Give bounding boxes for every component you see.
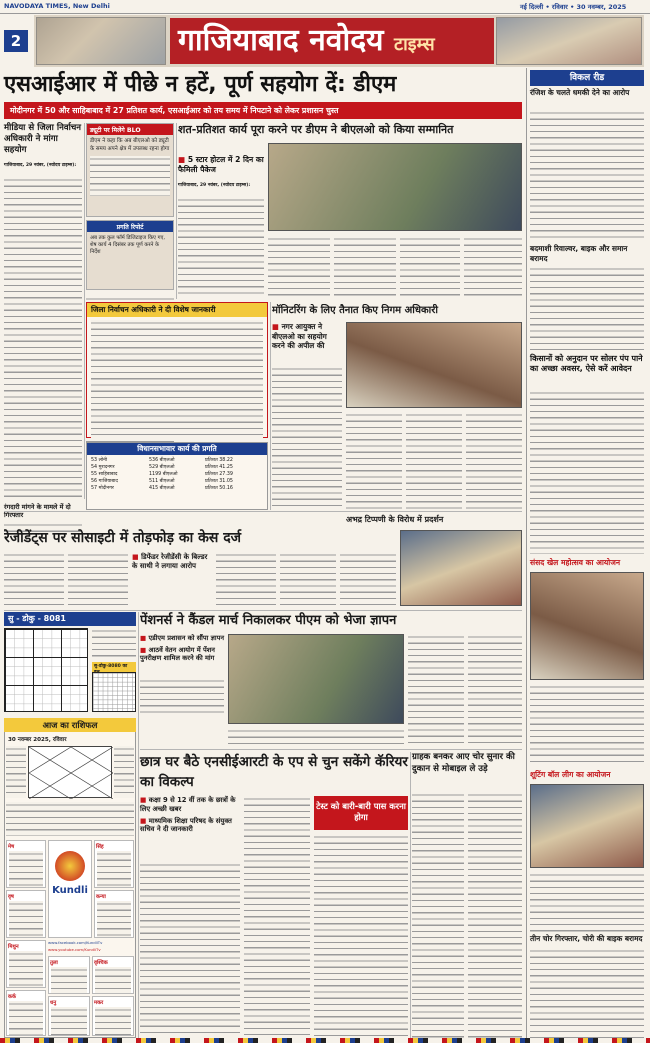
reels-body-1: [4, 552, 64, 608]
ncert-point-text: माध्यमिक शिक्षा परिषद के संयुक्त सचिव ने दी जानकारी: [140, 816, 232, 834]
pension-point-text: एडीएम प्रशासन को सौंपा ज्ञापन: [148, 634, 224, 642]
lead-subhead: मोदीनगर में 50 और साहिबाबाद में 27 प्रतिशत कार्य, एसआईआर को तय समय में निपटाने को लेकर प्रशासन चुस्त: [4, 102, 522, 119]
rule: [270, 302, 271, 510]
kisan-body: [530, 390, 644, 554]
rasi-grid: [6, 840, 134, 1036]
rasi-text: [51, 967, 87, 993]
rasi-cell-kark: [6, 990, 46, 1036]
rasi-cell-makar: [92, 996, 134, 1036]
rasi-text: [97, 851, 131, 887]
rule: [4, 610, 522, 611]
sammaan-dateline: गाजियाबाद, 29 नवंबर, (नवोदय टाइम्स):: [178, 183, 251, 188]
kundli-social-yt: www.youtube.com/KundliTv: [48, 947, 101, 952]
rule: [138, 612, 139, 1038]
sammaan-sub-text: 5 स्टार होटल में 2 दिन का फैमिली पैकेज: [178, 155, 264, 174]
report-box: [86, 220, 174, 290]
rule: [176, 123, 177, 299]
rasi-sign-name: कर्क: [8, 994, 16, 1000]
table-cell: 57 मोदीनगर: [91, 486, 114, 491]
sansad-body: [530, 684, 644, 766]
kundli-brand: Kundli: [52, 885, 88, 896]
report-box-title: प्रगति रिपोर्ट: [87, 221, 173, 232]
bullet-icon: ■: [140, 796, 147, 804]
monitoring-body-4: [466, 412, 522, 510]
ncert-body-2: [244, 796, 310, 1038]
sammaan-body-3: [334, 236, 396, 298]
rasi-cell-tula: [48, 956, 90, 994]
reels-body-4: [280, 552, 336, 608]
horoscope-panchang: [6, 802, 134, 836]
rasi-sign-name: कन्या: [96, 894, 106, 900]
table-row: [91, 464, 263, 471]
monitoring-headline: मॉनिटरिंग के लिए तैनात किए निगम अधिकारी: [272, 305, 438, 316]
blo-box-lines: [90, 156, 170, 196]
rangdari-headline: रंगदारी मांगने के मामले में दो गिरफ्तार: [4, 503, 71, 519]
sammaan-headline: शत-प्रतिशत कार्य पूरा करने पर डीएम ने बीएलओ को किया सम्मानित: [178, 123, 454, 136]
monitoring-side-text: नगर आयुक्त ने बीएलओ का सहयोग करने की अपील की: [272, 322, 327, 351]
masthead-title: [170, 18, 494, 64]
city-photo-right: [496, 17, 642, 65]
shooting-body: [530, 872, 644, 932]
right-rail-body-1: [530, 110, 644, 242]
vishesh-box: [86, 302, 268, 438]
ncert-headline: छात्र घर बैठे एनसीईआरटी के एप से चुन सकेंगे कॅरियर का विकल्प: [140, 754, 408, 790]
kundli-brand-box: [48, 840, 92, 938]
sudoku-answer-label: सु-डोकु-8080 का: [92, 662, 136, 676]
bullet-icon: ■: [272, 322, 279, 331]
table-cell: प्रतिशत 31.05: [205, 479, 233, 484]
monitoring-photo: [346, 322, 522, 408]
date-line: नई दिल्ली • रविवार • 30 नवम्बर, 2025: [520, 3, 627, 11]
pension-point: [140, 634, 224, 643]
rasi-text: [51, 1007, 87, 1035]
sammaan-photo: [268, 143, 522, 231]
ncert-point: [140, 817, 240, 835]
table-row: [91, 478, 263, 485]
city-photo-left: [36, 17, 166, 65]
table-cell: 529 बीएलओ: [149, 465, 175, 470]
horoscope-side-left: [6, 746, 26, 798]
rasi-cell-simha: [94, 840, 134, 888]
kundli-chart: [28, 746, 112, 798]
bullet-icon: ■: [140, 634, 147, 642]
pension-headline: पेंशनर्स ने कैंडल मार्च निकालकर पीएम को भेजा ज्ञापन: [140, 613, 397, 628]
table-cell: 536 बीएलओ: [149, 458, 175, 463]
masthead-title-main: गाजियाबाद नवोदय: [178, 23, 384, 58]
rasi-cell-kanya: [94, 890, 134, 938]
table-cell: 511 बीएलओ: [149, 479, 175, 484]
sammaan-sub: [178, 155, 264, 175]
sammaan-body-2: [268, 236, 330, 298]
vishesh-title: जिला निर्वाचन अधिकारी ने दी विशेष जानकारी: [87, 303, 267, 317]
ncert-test-body: [314, 834, 408, 1038]
bullet-icon: ■: [132, 553, 139, 561]
sudoku-grid: [4, 628, 88, 712]
rasi-text: [95, 1007, 131, 1035]
pragati-box: [86, 442, 268, 510]
table-cell: प्रतिशत 27.39: [205, 472, 233, 477]
bullet-icon: ■: [178, 155, 186, 164]
sudoku-instructions: [92, 628, 136, 660]
rasi-text: [97, 901, 131, 937]
pension-body-1: [140, 678, 224, 714]
rasi-text: [95, 967, 131, 993]
ncert-point: [140, 796, 240, 814]
rule: [84, 123, 85, 499]
lead-dateline: गाजियाबाद, 29 नवंबर, (नवोदय टाइम्स):: [4, 163, 77, 168]
rule: [410, 752, 411, 1038]
table-cell: प्रतिशत 41.25: [205, 465, 233, 470]
pension-body-4: [228, 728, 404, 748]
reels-headline: रेजीडेंट्स पर सोसाइटी में तोड़फोड़ का केस दर्ज: [4, 530, 242, 546]
table-cell: प्रतिशत 50.16: [205, 486, 233, 491]
rasi-sign-name: मेष: [8, 844, 15, 850]
rasi-text: [9, 901, 43, 937]
kundli-social-fb: www.facebook.com/KundliTv: [48, 940, 103, 945]
blo-box-body: डीएम ने कहा कि अब बीएलओ को ड्यूटी के समय अपने क्षेत्र में उपलब्ध रहना होगा: [90, 138, 170, 152]
table-cell: प्रतिशत 38.22: [205, 458, 233, 463]
rasi-sign-name: सिंह: [96, 844, 104, 850]
pension-body-2: [408, 634, 464, 746]
reels-body-5: [340, 552, 396, 608]
pragati-table: [87, 455, 267, 494]
monitoring-body-2: [346, 412, 402, 510]
monitoring-body-1: [272, 366, 342, 510]
ncert-point-text: कक्षा 9 से 12 वीं तक के छात्रों के लिए अच्छी खबर: [140, 796, 236, 813]
pension-points: [140, 634, 224, 663]
theft-body: [530, 948, 644, 1038]
ncert-points: [140, 796, 240, 834]
reels-body-2: [68, 552, 128, 608]
vishesh-body: [91, 320, 263, 438]
sammaan-body-1: [178, 197, 264, 297]
table-cell: 54 मुरादनगर: [91, 465, 115, 470]
right-rail-tag: विकल रीड: [530, 70, 644, 86]
blo-box-title: ड्यूटी पर मिलेंगे BLO: [87, 124, 173, 135]
reels-body-3: [216, 552, 276, 608]
sansad-headline: संसद खेल महोत्सव का आयोजन: [530, 558, 621, 567]
bullet-icon: ■: [140, 645, 147, 654]
kundli-logo: [55, 851, 85, 881]
bullet-icon: ■: [140, 816, 147, 825]
table-row: [91, 471, 263, 478]
builder-text: डिफेंडर रेजीडेंसी के बिल्डर के साथी ने लगाया आरोप: [132, 553, 208, 570]
kisan-headline: किसानों को अनुदान पर सोलर पंप पाने का अच्छा अवसर, ऐसे करें आवेदन: [530, 354, 643, 374]
rasi-cell-mesh: [6, 840, 46, 888]
table-cell: 56 गाजियाबाद: [91, 479, 118, 484]
rasi-cell-dhanu: [48, 996, 90, 1036]
edition-tag: NAVODAYA TIMES, New Delhi: [4, 2, 110, 10]
badmashi-headline: बदमाशी रिवाल्वर, बाइक और समान बरामद: [530, 244, 628, 263]
color-registration-strip: [0, 1038, 650, 1043]
ncert-test-box: टेस्ट को बारी-बारी पास करना होगा: [314, 796, 408, 830]
monitoring-side-headline: [272, 322, 342, 351]
rasi-sign-name: तुला: [50, 960, 58, 966]
table-cell: 55 साहिबाबाद: [91, 472, 118, 477]
monitoring-body-3: [406, 412, 462, 510]
lead-body-text: [4, 177, 82, 499]
sudoku-answer-grid: [92, 672, 136, 712]
protest-photo: [400, 530, 522, 606]
pension-photo: [228, 634, 404, 724]
grahak-body-2: [468, 792, 522, 1038]
horoscope-title: आज का राशिफल: [4, 718, 136, 732]
rule: [4, 511, 522, 512]
rule: [140, 749, 522, 750]
kundli-diagram: [29, 747, 113, 799]
rasi-text: [9, 951, 43, 987]
pragati-title: विधानसभावार कार्य की प्रगति: [87, 443, 267, 455]
rasi-cell-vrish: [6, 890, 46, 938]
table-cell: 53 लोनी: [91, 458, 108, 463]
sansad-photo: [530, 572, 644, 680]
sudoku-label: सु - डोकु - 8081: [4, 612, 136, 626]
table-row: [91, 485, 263, 492]
rasi-text: [9, 1001, 43, 1035]
horoscope-date: 30 नवम्बर 2025, रविवार: [8, 737, 67, 743]
badmashi-body: [530, 266, 644, 352]
abhadra-headline: अभद्र टिप्पणी के विरोध में प्रदर्शन: [346, 514, 522, 525]
blo-box: [86, 123, 174, 217]
page-number-badge: 2: [4, 30, 28, 52]
pension-body-3: [468, 634, 522, 746]
rasi-sign-name: वृश्चिक: [94, 960, 108, 966]
ncert-body-1: [140, 862, 240, 1038]
right-rail-headline: रंजिश के चलते धमकी देने का आरोप: [530, 88, 630, 97]
pension-point: [140, 646, 224, 663]
rasi-sign-name: धनु: [50, 1000, 57, 1006]
rasi-text: [9, 851, 43, 887]
table-cell: 1199 बीएलओ: [149, 472, 178, 477]
table-cell: 415 बीएलओ: [149, 486, 175, 491]
pension-point-text: आठवें वेतन आयोग में पेंशन पुनरीक्षण शामिल करने की मांग: [140, 645, 215, 663]
grahak-headline: ग्राहक बनकर आए चोर सुनार की दुकान से मोबाइल ले उड़े: [412, 752, 515, 774]
rasi-cell-vrishchik: [92, 956, 134, 994]
sammaan-body-4: [400, 236, 460, 298]
sammaan-body-5: [464, 236, 522, 298]
builder-headline: [132, 553, 212, 571]
shooting-headline: शूटिंग बॉल लीग का आयोजन: [530, 770, 611, 779]
shooting-photo: [530, 784, 644, 868]
lead-side-headline: मीडिया से जिला निर्वाचन अधिकारी ने मांगा सहयोग: [4, 123, 82, 155]
rasi-sign-name: वृष: [8, 894, 14, 900]
report-box-body: अब तक कुल फॉर्म डिजिटाइज किए गए, शेष कार्य 4 दिसंबर तक पूर्ण करने के निर्देश: [90, 235, 166, 256]
theft-headline: तीन चोर गिरफ्तार, चोरी की बाइक बरामद: [530, 934, 643, 943]
grahak-body-1: [412, 792, 464, 1038]
rasi-sign-name: मिथुन: [8, 944, 19, 950]
rasi-cell-mithun: [6, 940, 46, 988]
masthead-title-suffix: टाइम्स: [394, 34, 435, 55]
lead-headline: एसआईआर में पीछे न हटें, पूर्ण सहयोग दें: डीएम: [4, 72, 397, 97]
table-row: [91, 457, 263, 464]
horoscope-side-right: [114, 746, 134, 798]
rasi-sign-name: मकर: [94, 1000, 104, 1006]
